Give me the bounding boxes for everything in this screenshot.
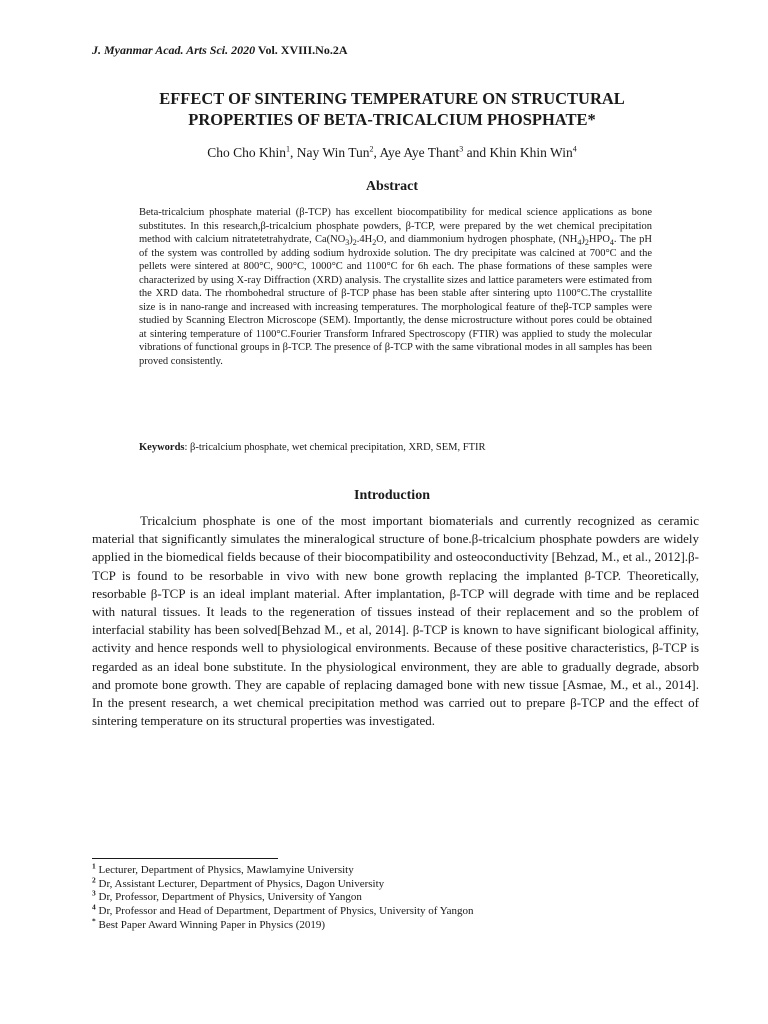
- author-affiliation-mark: 3: [459, 144, 464, 154]
- introduction-paragraph: Tricalcium phosphate is one of the most important biomaterials and currently recognized as ceramic material that significantly simulates the mineralogical structure of bone.β-tricalcium phosphate powders are widely applied in the biomedical fields because of their biocompatibility and osteoconductivity [Behzad, M., et al., 2012].β-TCP is found to be resorbable in vivo with new bone growth replacing the implanted β-TCP. Theoretically, resorbable β-TCP is an ideal implant material. After implantation, β-TCP will degrade with time and be replaced with natural tissues. It leads to the regeneration of tissues instead of their replacement and so the problem of interfacial stability has been solved[Behzad M., et al, 2014]. β-TCP is known to have significant biological affinity, activity and hence responds well to physiological environments. Because of these positive characteristics, β-TCP is regarded as an ideal bone substitute. In the physiological environment, they are able to gradually degrade, absorb and promote bone growth. They are capable of replacing damaged bone with new tissue [Asmae, M., et al., 2014]. In the present research, a wet chemical precipitation method was carried out to prepare β-TCP and the effect of sintering temperature on its structural properties was investigated.: [92, 513, 699, 729]
- footnote-text: Dr, Assistant Lecturer, Department of Physics, Dagon University: [95, 877, 385, 890]
- footnote-text: Lecturer, Department of Physics, Mawlamyine University: [95, 864, 354, 876]
- abstract-subscript: 4: [577, 238, 582, 248]
- footnote-mark: 3: [92, 888, 96, 898]
- author-name: Aye Aye Thant: [379, 145, 460, 160]
- keywords-text: : β-tricalcium phosphate, wet chemical precipitation, XRD, SEM, FTIR: [184, 442, 486, 453]
- abstract-subscript: 2: [352, 238, 357, 248]
- abstract-segment: . The pH of the system was controlled by adding sodium hydroxide solution. The dry precipitate was calcined at 700°C and the pellets were sintered at 800°C, 900°C, 1000°C and 1100°C for 6h each. The phase formations of these samples were characterized by using X-ray Diffraction (XRD) analysis. The crystallite sizes and lattice parameters were estimated from the XRD data. The rhombohedral structure of β-TCP phase has been stable after sintering upto 1100°C.The crystallite size is in nano-range and increased with increasing temperatures. The morphological feature of theβ-TCP samples were studied by Scanning Electron Microscope (SEM). Importantly, the dense microstructure without pores could be obtained at sintering temperature of 1100°C.Fourier Transform Infrared Spectroscopy (FTIR) was applied to study the molecular vibrations of functional groups in β-TCP. The presence of β-TCP with the same vibrational modes in all samples has been proved consistently.: [139, 234, 652, 367]
- author-affiliation-mark: 1: [286, 144, 291, 154]
- footnote-item: [92, 916, 692, 933]
- footnote-mark: *: [92, 916, 96, 926]
- author-separator: ,: [373, 145, 380, 160]
- footnote-item: [92, 875, 692, 892]
- author-separator: and: [463, 145, 490, 160]
- footnote-divider: [92, 858, 278, 859]
- abstract-segment: ): [349, 234, 353, 245]
- author-name: Khin Khin Win: [489, 145, 573, 160]
- journal-name: J. Myanmar Acad. Arts Sci. 2020: [92, 43, 256, 57]
- journal-volume: Vol. XVIII.No.2A: [255, 43, 348, 57]
- abstract-subscript: 2: [372, 238, 377, 248]
- footnote-mark: 4: [92, 902, 96, 912]
- abstract-subscript: 3: [345, 238, 350, 248]
- abstract-subscript: 2: [584, 238, 589, 248]
- author-affiliation-mark: 4: [572, 144, 577, 154]
- author-name: Nay Win Tun: [296, 145, 370, 160]
- introduction-heading: Introduction: [354, 488, 430, 503]
- footnote-item: [92, 861, 692, 878]
- footnote-mark: 2: [92, 875, 96, 885]
- author-name: Cho Cho Khin: [207, 145, 287, 160]
- footnote-item: [92, 902, 692, 919]
- abstract-segment: .4H: [356, 234, 373, 245]
- journal-header: [92, 43, 347, 58]
- abstract-heading: Abstract: [365, 179, 419, 194]
- abstract-subscript: 4: [609, 238, 614, 248]
- keywords-label: Keywords: [139, 442, 185, 453]
- paper-title: [92, 88, 692, 130]
- abstract-segment: ): [581, 234, 585, 245]
- footnote-text: Dr, Professor and Head of Department, Department of Physics, University of Yangon: [95, 905, 474, 918]
- author-affiliation-mark: 2: [369, 144, 374, 154]
- author-list: [92, 145, 692, 161]
- title-line-1: EFFECT OF SINTERING TEMPERATURE ON STRUCTURAL: [159, 89, 625, 108]
- abstract-segment: Beta-tricalcium phosphate material (β-TCP) has excellent biocompatibility for medical science applications as bone substitutes. In this research,β-tricalcium phosphate powders, β-TCP, were prepared by the wet chemical precipitation method with calcium nitratetetrahydrate, Ca(NO: [139, 207, 652, 245]
- footnote-item: [92, 888, 692, 905]
- footnote-text: Dr, Professor, Department of Physics, University of Yangon: [95, 891, 362, 904]
- author-separator: ,: [290, 145, 297, 160]
- footnote-text: Best Paper Award Winning Paper in Physics (2019): [95, 918, 326, 931]
- footnotes: [92, 861, 692, 933]
- footnote-mark: 1: [92, 861, 96, 871]
- title-line-2: PROPERTIES OF BETA-TRICALCIUM PHOSPHATE*: [188, 110, 596, 129]
- keywords-line: [139, 441, 652, 455]
- abstract-segment: O, and diammonium hydrogen phosphate, (NH: [376, 234, 578, 245]
- abstract-segment: HPO: [588, 234, 610, 245]
- abstract-text: [139, 206, 652, 368]
